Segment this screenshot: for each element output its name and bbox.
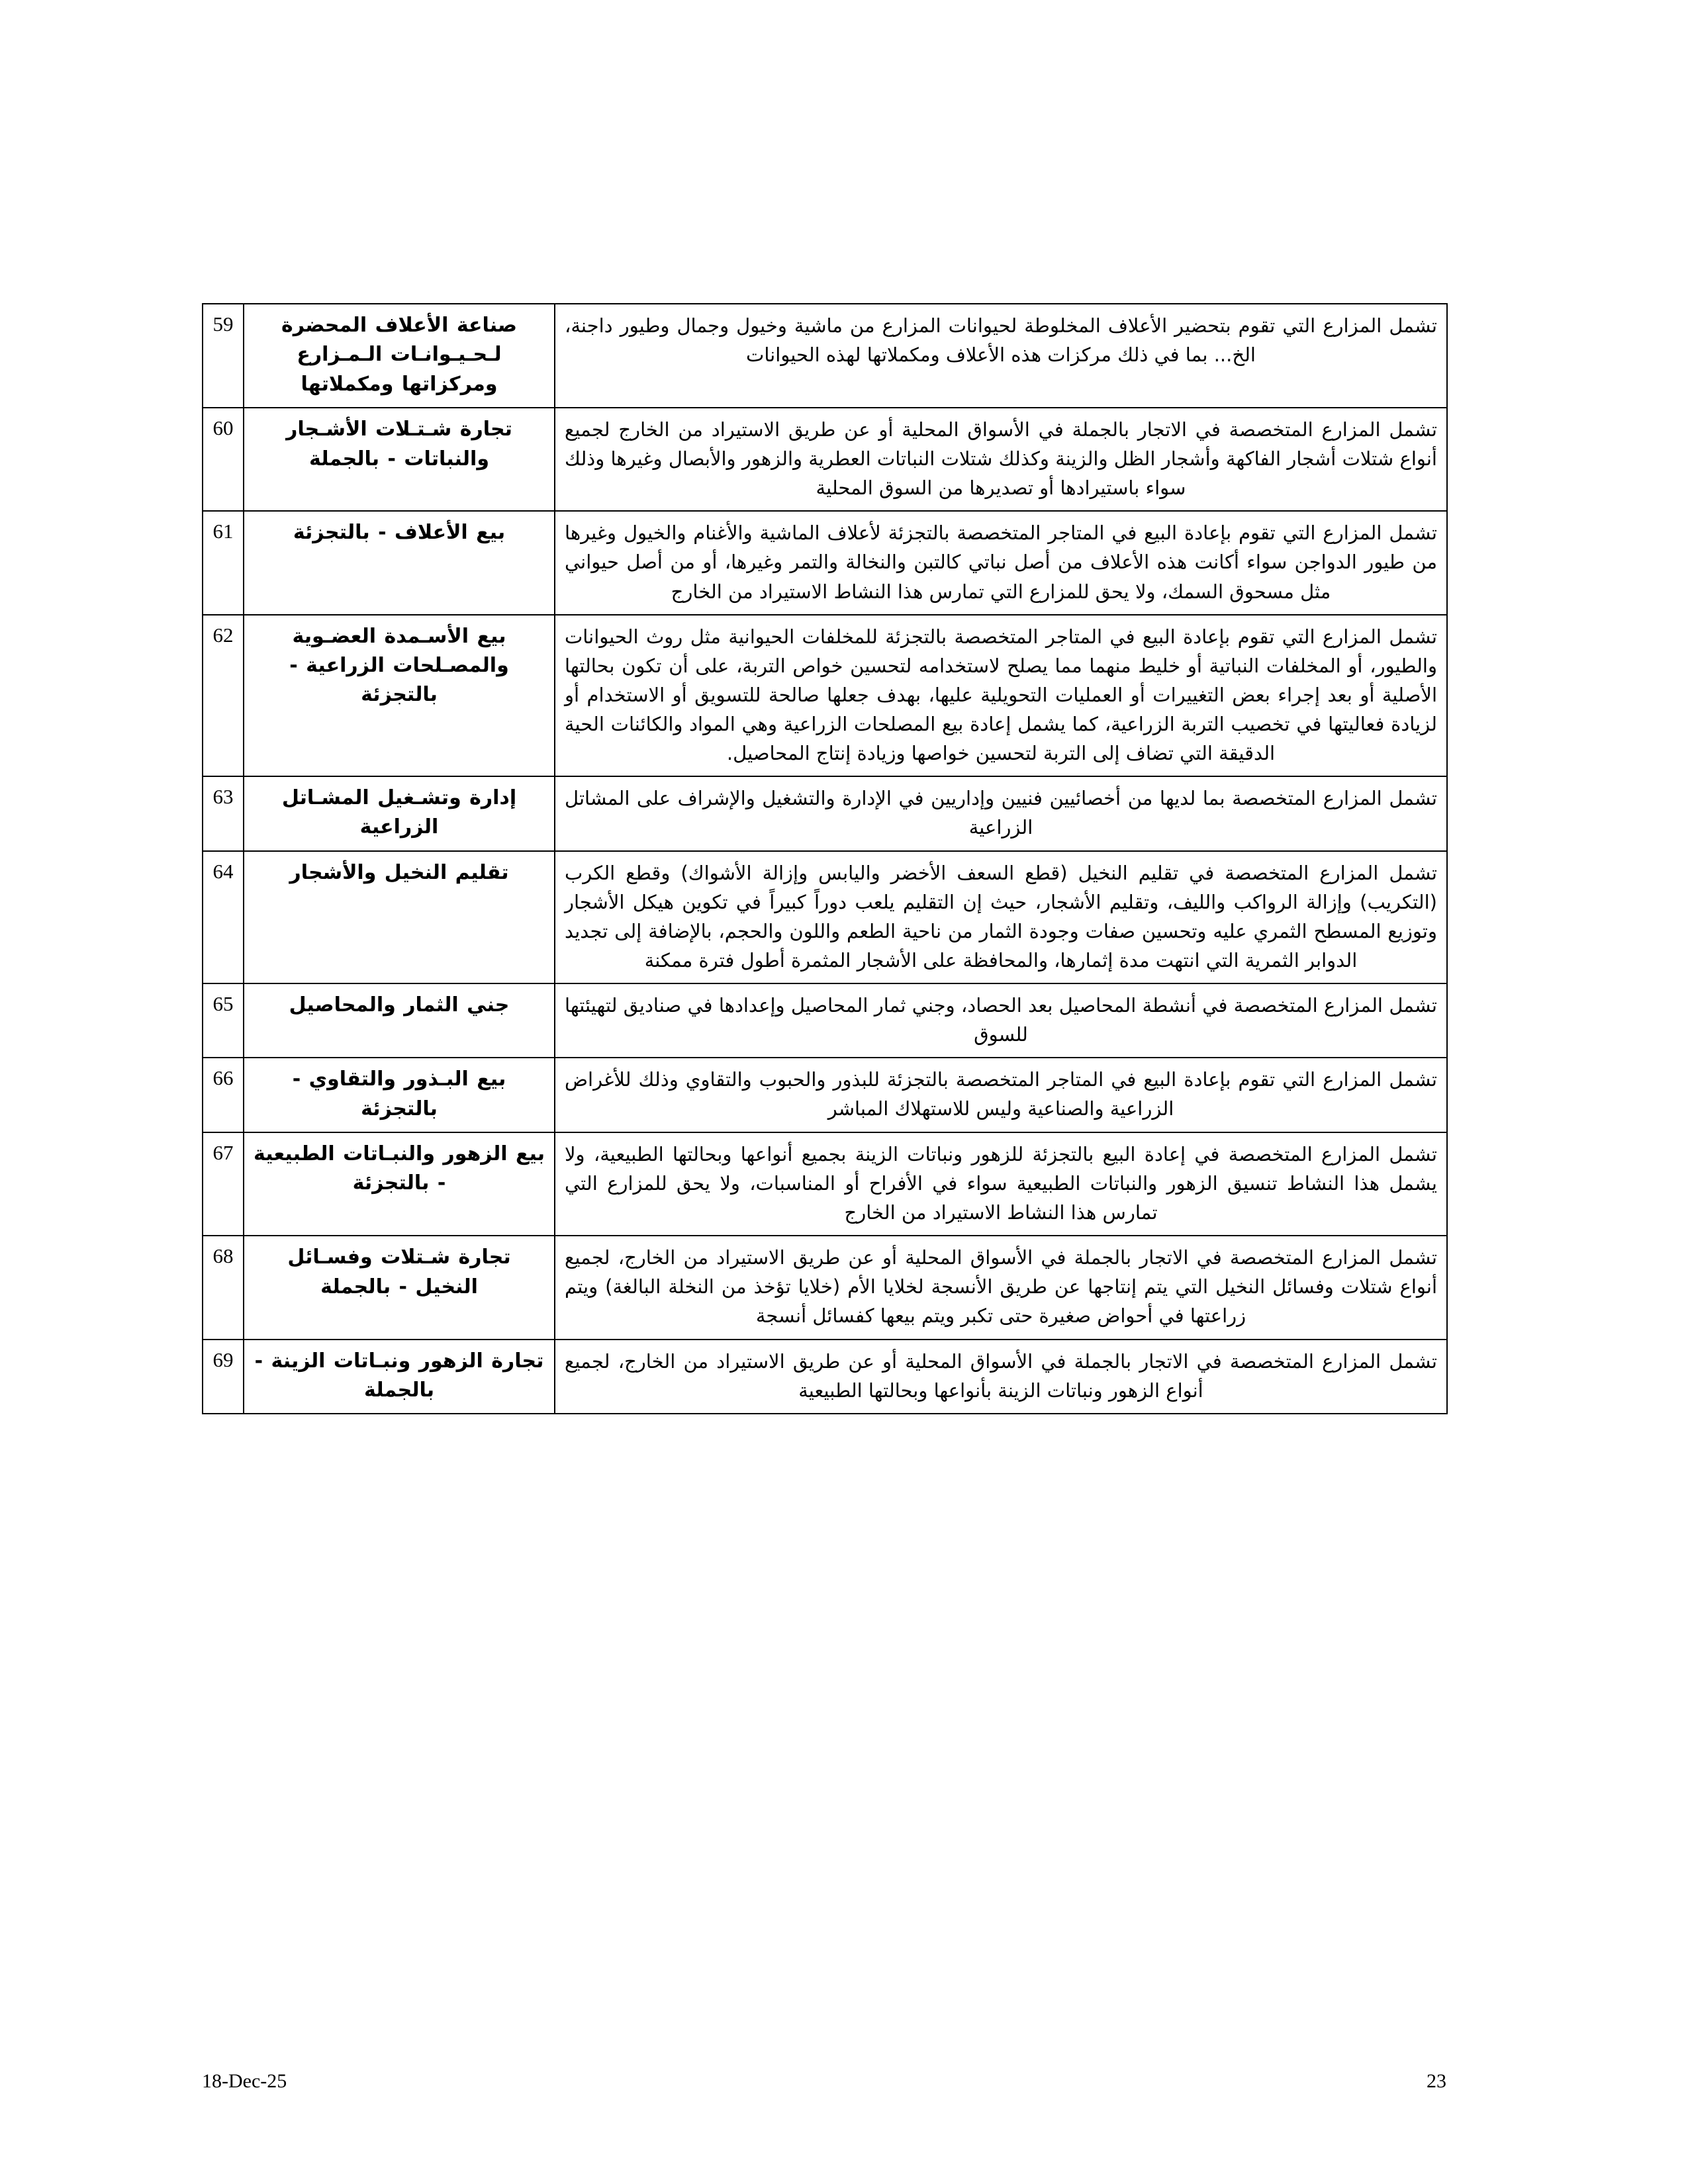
activity-number: 68	[203, 1236, 244, 1339]
table-row	[203, 304, 1447, 408]
activity-name: إدارة وتشـغيل المشـاتل الزراعية	[244, 776, 555, 851]
activity-number: 64	[203, 851, 244, 983]
table-row	[203, 983, 1447, 1058]
activity-description: تشمل المزارع المتخصصة في الاتجار بالجملة في الأسواق المحلية أو عن طريق الاستيراد من الخارج، لجميع أنواع شتلات وفسائل النخيل التي يتم إنتاجها عن طريق الأنسجة لخلايا الأم (خلايا تؤخذ من النخلة البالغة) ويتم زراعتها في أحواض صغيرة حتى تكبر ويتم بيعها كفسائل أنسجة	[555, 1236, 1447, 1339]
table-row	[203, 1058, 1447, 1132]
activity-description: تشمل المزارع المتخصصة في إعادة البيع بالتجزئة للزهور ونباتات الزينة بجميع أنواعها وبحالتها الطبيعية، ولا يشمل هذا النشاط تنسيق الزهور والنباتات الطبيعية سواء في الأفراح أو المناسبات، ولا يحق للمزارع التي تمارس هذا النشاط الاستيراد من الخارج	[555, 1132, 1447, 1236]
activity-number: 66	[203, 1058, 244, 1132]
activity-description: تشمل المزارع المتخصصة في الاتجار بالجملة في الأسواق المحلية أو عن طريق الاستيراد من الخارج لجميع أنواع شتلات أشجار الفاكهة وأشجار الظل والزينة وكذلك شتلات النباتات العطرية والزهور والأبصال وغيرها وذلك سواء باستيرادها أو تصديرها من السوق المحلية	[555, 408, 1447, 511]
activity-description: تشمل المزارع التي تقوم بإعادة البيع في المتاجر المتخصصة بالتجزئة لأعلاف الماشية والأغنام والخيول وغيرها من طيور الدواجن سواء أكانت هذه الأعلاف من أصل نباتي كالتبن والنخالة والتمر وغيرها، أو من أصل حيواني مثل مسحوق السمك، ولا يحق للمزارع التي تمارس هذا النشاط الاستيراد من الخارج	[555, 511, 1447, 614]
activity-number: 59	[203, 304, 244, 408]
activity-name: بيع البـذور والتقاوي - بالتجزئة	[244, 1058, 555, 1132]
table-row	[203, 408, 1447, 511]
table-row	[203, 1132, 1447, 1236]
activity-name: تجارة الزهور ونبـاتات الزينة - بالجملة	[244, 1340, 555, 1414]
activity-description: تشمل المزارع التي تقوم بتحضير الأعلاف المخلوطة لحيوانات المزارع من ماشية وخيول وجمال وطيور داجنة، الخ... بما في ذلك مركزات هذه الأعلاف ومكملاتها لهذه الحيوانات	[555, 304, 1447, 408]
table-row	[203, 1236, 1447, 1339]
activity-name: بيع الأعلاف - بالتجزئة	[244, 511, 555, 614]
footer-page-number: 23	[1427, 2070, 1446, 2092]
table-row	[203, 1340, 1447, 1414]
activity-name: صناعة الأعلاف المحضرة لـحـيـوانـات الـمـزارع ومركزاتها ومكملاتها	[244, 304, 555, 408]
activity-number: 60	[203, 408, 244, 511]
activity-number: 69	[203, 1340, 244, 1414]
activity-description: تشمل المزارع المتخصصة في أنشطة المحاصيل بعد الحصاد، وجني ثمار المحاصيل وإعدادها في صناديق لتهيئتها للسوق	[555, 983, 1447, 1058]
table-row	[203, 511, 1447, 614]
activity-number: 63	[203, 776, 244, 851]
page-footer	[202, 2070, 1446, 2093]
activity-name: جني الثمار والمحاصيل	[244, 983, 555, 1058]
table-row	[203, 615, 1447, 776]
activities-table	[202, 303, 1448, 1414]
activity-number: 61	[203, 511, 244, 614]
activity-description: تشمل المزارع المتخصصة بما لديها من أخصائيين فنيين وإداريين في الإدارة والتشغيل والإشراف على المشاتل الزراعية	[555, 776, 1447, 851]
activity-name: بيع الزهور والنبـاتات الطبيعية - بالتجزئة	[244, 1132, 555, 1236]
activity-name: تقليم النخيل والأشجار	[244, 851, 555, 983]
activity-name: تجارة شـتـلات الأشـجار والنباتات - بالجملة	[244, 408, 555, 511]
activity-number: 62	[203, 615, 244, 776]
activity-description: تشمل المزارع التي تقوم بإعادة البيع في المتاجر المتخصصة بالتجزئة للبذور والحبوب والتقاوي وذلك للأغراض الزراعية والصناعية وليس للاستهلاك المباشر	[555, 1058, 1447, 1132]
footer-date: 18-Dec-25	[202, 2070, 287, 2092]
activity-description: تشمل المزارع المتخصصة في الاتجار بالجملة في الأسواق المحلية أو عن طريق الاستيراد من الخارج، لجميع أنواع الزهور ونباتات الزينة بأنواعها وبحالتها الطبيعية	[555, 1340, 1447, 1414]
activity-description: تشمل المزارع التي تقوم بإعادة البيع في المتاجر المتخصصة بالتجزئة للمخلفات الحيوانية مثل روث الحيوانات والطيور، أو المخلفات النباتية أو خليط منهما مما يصلح لاستخدامه لتحسين خواص التربة، على أن تكون بحالتها الأصلية أو بعد إجراء بعض التغييرات أو العمليات التحويلية عليها، بهدف جعلها صالحة للتسويق أو الاستخدام أو لزيادة فعاليتها في تخصيب التربة الزراعية، كما يشمل إعادة بيع المصلحات الزراعية وهي المواد والكائنات الحية الدقيقة التي تضاف إلى التربة لتحسين خواصها وزيادة إنتاج المحاصيل.	[555, 615, 1447, 776]
activities-table-body	[203, 304, 1447, 1414]
table-row	[203, 776, 1447, 851]
table-row	[203, 851, 1447, 983]
activity-name: بيع الأسـمدة العضـوية والمصـلحات الزراعية - بالتجزئة	[244, 615, 555, 776]
activity-description: تشمل المزارع المتخصصة في تقليم النخيل (قطع السعف الأخضر واليابس وإزالة الأشواك) وقطع الكرب (التكريب) وإزالة الرواكب والليف، وتقليم الأشجار، حيث إن التقليم يلعب دوراً كبيراً في تكوين هيكل الأشجار وتوزيع المسطح الثمري عليه وتحسين صفات وجودة الثمار من ناحية الطعم واللون والحجم، بالإضافة إلى تجديد الدوابر الثمرية التي انتهت مدة إثمارها، والمحافظة على الأشجار المثمرة أطول فترة ممكنة	[555, 851, 1447, 983]
activity-number: 65	[203, 983, 244, 1058]
activity-number: 67	[203, 1132, 244, 1236]
activity-name: تجارة شـتلات وفسـائل النخيل - بالجملة	[244, 1236, 555, 1339]
